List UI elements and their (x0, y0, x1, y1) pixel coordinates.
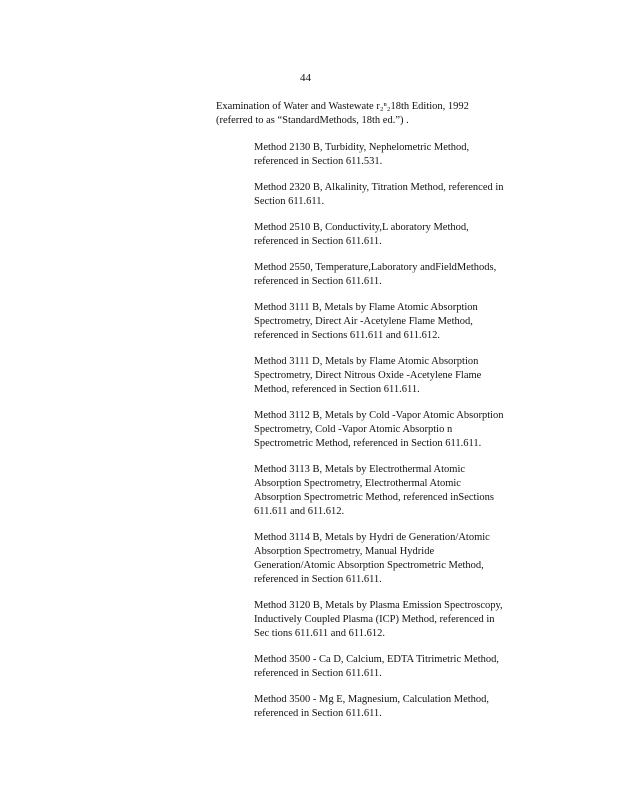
method-reference (254, 409, 544, 451)
reference-line: Method 3111 B, Metals by Flame Atomic Absorption (254, 302, 478, 313)
reference-line: Method 3113 B, Metals by Electrothermal Atomic (254, 464, 466, 475)
reference-line: Method 3114 B, Metals by Hydri de Generation/Atomic (254, 532, 490, 543)
method-reference (254, 261, 544, 289)
page-number: 44 (300, 72, 311, 84)
reference-line: Absorption Spectrometry, Manual Hydride (254, 546, 435, 557)
reference-line: Method 2550, Temperature,Laboratory andFieldMethods, (254, 262, 497, 273)
reference-line: Sec tions 611.611 and 611.612. (254, 628, 385, 639)
method-reference (254, 531, 544, 587)
reference-line: 611.611 and 611.612. (254, 506, 345, 517)
reference-line: Section 611.611. (254, 196, 325, 207)
reference-line: Method, referenced in Section 611.611. (254, 384, 420, 395)
reference-line: Spectrometric Method, referenced in Section 611.611. (254, 438, 482, 449)
reference-line: Method 3500 - Ca D, Calcium, EDTA Titrimetric Method, (254, 654, 500, 665)
method-reference (254, 181, 544, 209)
reference-line: Absorption Spectrometry, Electrothermal Atomic (254, 478, 461, 489)
reference-line: Spectrometry, Direct Air -Acetylene Flame Method, (254, 316, 473, 327)
reference-line: Method 3500 - Mg E, Magnesium, Calculation Method, (254, 694, 490, 705)
reference-line: Method 3111 D, Metals by Flame Atomic Absorption (254, 356, 479, 367)
method-reference (254, 693, 544, 721)
method-reference (254, 141, 544, 169)
method-reference (254, 355, 544, 397)
reference-line: referenced in Section 611.611. (254, 236, 382, 247)
method-reference (254, 653, 544, 681)
intro-line: (referred to as “StandardMethods, 18th ed.”) . (216, 115, 409, 126)
reference-line: Method 3112 B, Metals by Cold -Vapor Atomic Absorption (254, 410, 504, 421)
reference-line: Spectrometry, Direct Nitrous Oxide -Acetylene Flame (254, 370, 482, 381)
method-reference (254, 463, 544, 519)
reference-line: referenced in Section 611.611. (254, 668, 382, 679)
reference-line: referenced in Section 611.531. (254, 156, 383, 167)
reference-line: referenced in Section 611.611. (254, 708, 382, 719)
method-reference (254, 221, 544, 249)
reference-line: Method 3120 B, Metals by Plasma Emission Spectroscopy, (254, 600, 503, 611)
method-reference (254, 599, 544, 641)
reference-line: Spectrometry, Cold -Vapor Atomic Absorptio n (254, 424, 453, 435)
reference-line: referenced in Sections 611.611 and 611.612. (254, 330, 441, 341)
reference-line: Absorption Spectrometric Method, referenced inSections (254, 492, 494, 503)
method-reference-list (254, 141, 544, 733)
reference-line: Method 2510 B, Conductivity,L aboratory Method, (254, 222, 469, 233)
reference-line: Method 2130 B, Turbidity, Nephelometric Method, (254, 142, 470, 153)
reference-line: Inductively Coupled Plasma (ICP) Method, referenced in (254, 614, 495, 625)
intro-paragraph (216, 100, 516, 128)
reference-line: referenced in Section 611.611. (254, 276, 382, 287)
method-reference (254, 301, 544, 343)
reference-line: referenced in Section 611.611. (254, 574, 382, 585)
intro-line: Examination of Water and Wastewate r₂ⁿ₂18th Edition, 1992 (216, 101, 469, 112)
reference-line: Generation/Atomic Absorption Spectrometric Method, (254, 560, 484, 571)
reference-line: Method 2320 B, Alkalinity, Titration Method, referenced in (254, 182, 504, 193)
